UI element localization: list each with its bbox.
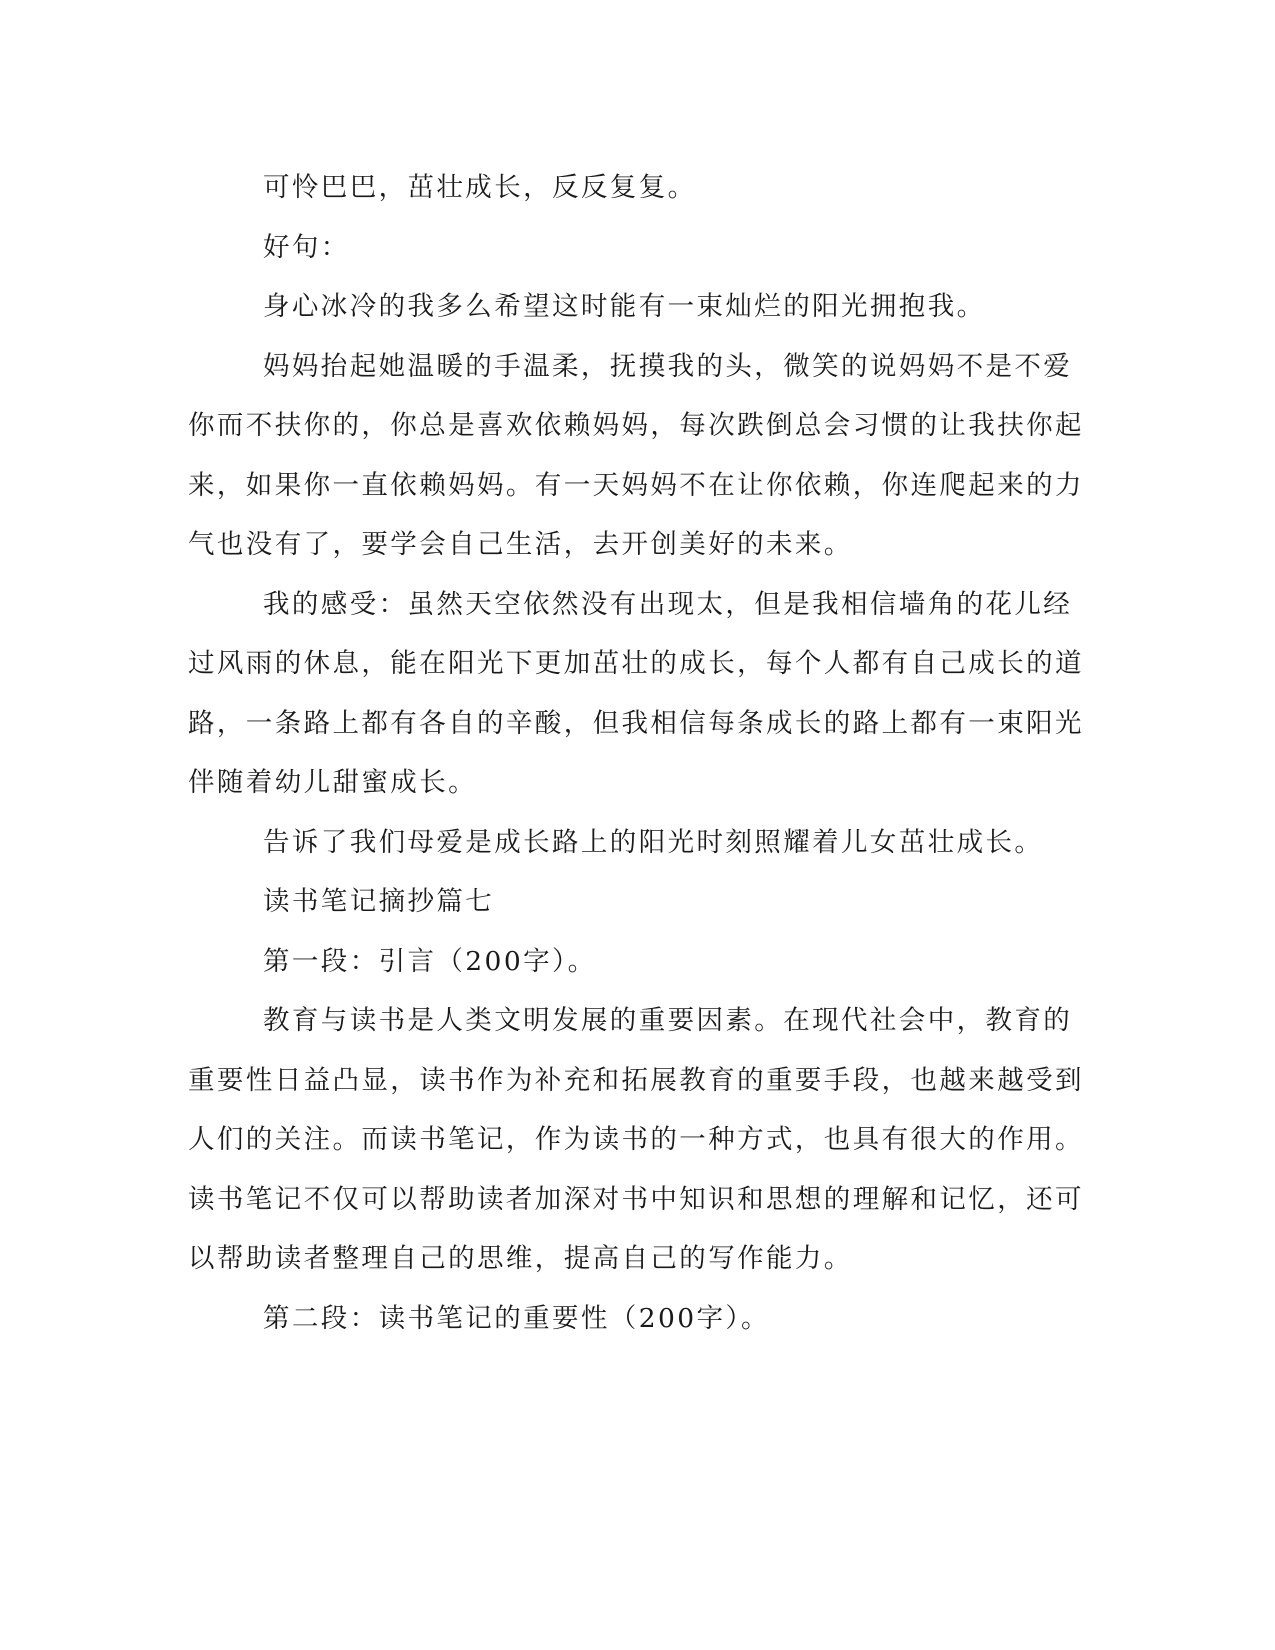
paragraph: 可怜巴巴，茁壮成长，反反复复。 [263, 172, 697, 203]
paragraph: 我的感受：虽然天空依然没有出现太，但是我相信墙角的花儿经过风雨的休息，能在阳光下更加茁壮的成长，每个人都有自己成长的道路，一条路上都有各自的辛酸，但我相信每条成长的路上都有一束阳光伴随着幼儿甜蜜成长。 [188, 588, 1084, 798]
paragraph: 好句： [263, 231, 350, 263]
subsection-heading: 第一段：引言（200字）。 [263, 945, 597, 977]
paragraph: 身心冰冷的我多么希望这时能有一束灿烂的阳光拥抱我。 [263, 291, 986, 322]
paragraph: 妈妈抬起她温暖的手温柔，抚摸我的头，微笑的说妈妈不是不爱你而不扶你的，你总是喜欢依赖妈妈，每次跌倒总会习惯的让我扶你起来，如果你一直依赖妈妈。有一天妈妈不在让你依赖，你连爬起来的力气也没有了，要学会自己生活，去开创美好的未来。 [188, 350, 1084, 560]
document-body [188, 158, 1088, 1348]
paragraph: 告诉了我们母爱是成长路上的阳光时刻照耀着儿女茁壮成长。 [263, 826, 1044, 858]
section-heading: 读书笔记摘抄篇七 [263, 886, 495, 917]
paragraph: 教育与读书是人类文明发展的重要因素。在现代社会中，教育的重要性日益凸显，读书作为补充和拓展教育的重要手段，也越来越受到人们的关注。而读书笔记，作为读书的一种方式，也具有很大的作用。读书笔记不仅可以帮助读者加深对书中知识和思想的理解和记忆，还可以帮助读者整理自己的思维，提高自己的写作能力。 [188, 1005, 1084, 1274]
subsection-heading: 第二段：读书笔记的重要性（200字）。 [263, 1302, 770, 1334]
